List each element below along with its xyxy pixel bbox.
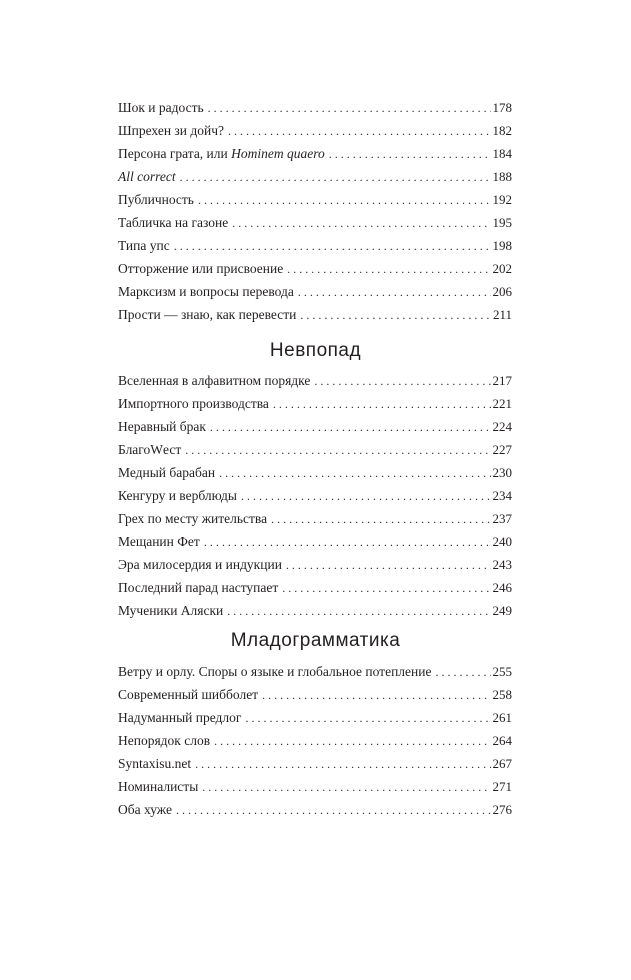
- toc-entry-page: 221: [491, 392, 513, 415]
- toc-leader-dots: [214, 730, 490, 753]
- toc-entry-page: 188: [491, 165, 513, 188]
- toc-entry[interactable]: [118, 729, 512, 752]
- toc-entry-title: Отторжение или присвоение: [118, 257, 287, 280]
- toc-entry-title: Типа упс: [118, 234, 174, 257]
- toc-entry-page: 234: [491, 484, 513, 507]
- toc-entry-title: Номиналисты: [118, 775, 202, 798]
- toc-leader-dots: [329, 143, 491, 166]
- toc-leader-dots: [202, 776, 490, 799]
- toc-leader-dots: [176, 799, 491, 822]
- toc-entry[interactable]: [118, 369, 512, 392]
- toc-entry[interactable]: [118, 415, 512, 438]
- toc-entry-page: 243: [491, 553, 513, 576]
- toc-leader-dots: [262, 684, 490, 707]
- toc-entry-title: Публичность: [118, 188, 198, 211]
- toc-entry-page: 258: [491, 683, 513, 706]
- toc-entry-page: 271: [491, 775, 513, 798]
- toc-entry-title: Мученики Аляски: [118, 599, 227, 622]
- toc-entry-title: Надуманный предлог: [118, 706, 245, 729]
- toc-entry-title: Табличка на газоне: [118, 211, 232, 234]
- toc-leader-dots: [286, 554, 491, 577]
- toc-leader-dots: [185, 439, 490, 462]
- section-heading-mladogrammatika: Младограмматика: [230, 630, 401, 651]
- toc-entry[interactable]: [118, 165, 512, 188]
- toc-entry-title: Прости — знаю, как перевести: [118, 303, 300, 326]
- section-heading-nevpopad: Невпопад: [269, 340, 362, 361]
- toc-entry[interactable]: [118, 775, 512, 798]
- toc-entry[interactable]: [118, 706, 512, 729]
- toc-entry[interactable]: [118, 683, 512, 706]
- toc-entry-page: 255: [491, 660, 513, 683]
- toc-leader-dots: [174, 235, 491, 258]
- toc-entry-title: Шок и радость: [118, 96, 208, 119]
- toc-leader-dots: [273, 393, 491, 416]
- toc-leader-dots: [282, 577, 490, 600]
- toc-entry-page: 192: [491, 188, 513, 211]
- toc-entry-page: 276: [491, 798, 513, 821]
- toc-entry-page: 227: [491, 438, 513, 461]
- toc-entry[interactable]: [118, 234, 512, 257]
- toc-entry-title: Последний парад наступает: [118, 576, 282, 599]
- toc-entry-title: Эра милосердия и индукции: [118, 553, 286, 576]
- toc-entry-page: 240: [491, 530, 513, 553]
- toc-entry[interactable]: [118, 461, 512, 484]
- toc-entry-title: Ветру и орлу. Споры о языке и глобальное потепление: [118, 660, 435, 683]
- toc-entry-page: 211: [491, 303, 512, 326]
- toc-entry-page: 249: [491, 599, 513, 622]
- toc-entry-title-prefix: Персона грата, или: [118, 146, 232, 161]
- toc-leader-dots: [241, 485, 491, 508]
- toc-entry-title: Неравный брак: [118, 415, 210, 438]
- toc-leader-dots: [271, 508, 490, 531]
- toc-entry-title: Грех по месту жительства: [118, 507, 271, 530]
- toc-entry-title: Импортного производства: [118, 392, 273, 415]
- toc-entry-title: Шпрехен зи дойч?: [118, 119, 228, 142]
- toc-entry-page: 261: [491, 706, 513, 729]
- toc-entry-page: 264: [491, 729, 513, 752]
- toc-entry-page: 202: [491, 257, 513, 280]
- toc-entry[interactable]: [118, 188, 512, 211]
- toc-entry-page: 178: [491, 96, 513, 119]
- toc-section-2: [118, 369, 512, 622]
- toc-leader-dots: [204, 531, 491, 554]
- toc-entry-page: 246: [491, 576, 513, 599]
- toc-entry-page: 267: [491, 752, 513, 775]
- toc-entry[interactable]: [118, 798, 512, 821]
- toc-entry[interactable]: [118, 280, 512, 303]
- toc-entry-title: Современный шибболет: [118, 683, 262, 706]
- toc-leader-dots: [180, 166, 491, 189]
- toc-entry[interactable]: [118, 660, 512, 683]
- toc-entry-page: 182: [491, 119, 513, 142]
- toc-entry-page: 184: [491, 142, 513, 165]
- toc-leader-dots: [287, 258, 490, 281]
- toc-entry-title: Марксизм и вопросы перевода: [118, 280, 298, 303]
- toc-entry[interactable]: [118, 211, 512, 234]
- toc-entry[interactable]: [118, 530, 512, 553]
- toc-entry[interactable]: [118, 553, 512, 576]
- toc-entry[interactable]: [118, 438, 512, 461]
- toc-leader-dots: [232, 212, 490, 235]
- toc-leader-dots: [219, 462, 490, 485]
- toc-entry-title: All correct: [118, 165, 180, 188]
- toc-entry-title: Непорядок слов: [118, 729, 214, 752]
- toc-leader-dots: [227, 600, 490, 623]
- toc-section-3: [118, 660, 512, 821]
- toc-entry-page: 224: [491, 415, 513, 438]
- toc-section-1: [118, 96, 512, 326]
- toc-entry[interactable]: [118, 119, 512, 142]
- toc-entry-page: 237: [491, 507, 513, 530]
- toc-leader-dots: [228, 120, 491, 143]
- toc-entry-page: 230: [491, 461, 513, 484]
- toc-entry-title-italic: Hominem quaero: [231, 146, 325, 161]
- toc-entry-page: 195: [491, 211, 513, 234]
- toc-entry-title: Кенгуру и верблюды: [118, 484, 241, 507]
- toc-entry-title: Вселенная в алфавитном порядке: [118, 369, 314, 392]
- toc-entry-page: 206: [491, 280, 513, 303]
- toc-entry[interactable]: [118, 303, 512, 326]
- toc-leader-dots: [298, 281, 491, 304]
- toc-entry[interactable]: [118, 752, 512, 775]
- toc-leader-dots: [198, 189, 491, 212]
- toc-entry[interactable]: [118, 484, 512, 507]
- toc-entry-title: БлагоWест: [118, 438, 185, 461]
- toc-entry-page: 198: [491, 234, 513, 257]
- toc-entry[interactable]: [118, 142, 512, 165]
- toc-leader-dots: [435, 661, 490, 684]
- toc-leader-dots: [208, 97, 491, 120]
- toc-entry[interactable]: [118, 392, 512, 415]
- toc-entry-title: Оба хуже: [118, 798, 176, 821]
- toc-entry-title: Медный барабан: [118, 461, 219, 484]
- toc-entry-title: [118, 142, 329, 165]
- toc-entry[interactable]: [118, 599, 512, 622]
- toc-entry-title: Syntaxisu.net: [118, 752, 195, 775]
- toc-leader-dots: [210, 416, 491, 439]
- toc-leader-dots: [245, 707, 490, 730]
- toc-leader-dots: [314, 370, 490, 393]
- toc-entry[interactable]: [118, 576, 512, 599]
- toc-leader-dots: [300, 304, 491, 327]
- toc-entry-title: Мещанин Фет: [118, 530, 204, 553]
- toc-entry-page: 217: [491, 369, 513, 392]
- toc-leader-dots: [195, 753, 490, 776]
- toc-entry[interactable]: [118, 507, 512, 530]
- toc-entry[interactable]: [118, 96, 512, 119]
- toc-entry[interactable]: [118, 257, 512, 280]
